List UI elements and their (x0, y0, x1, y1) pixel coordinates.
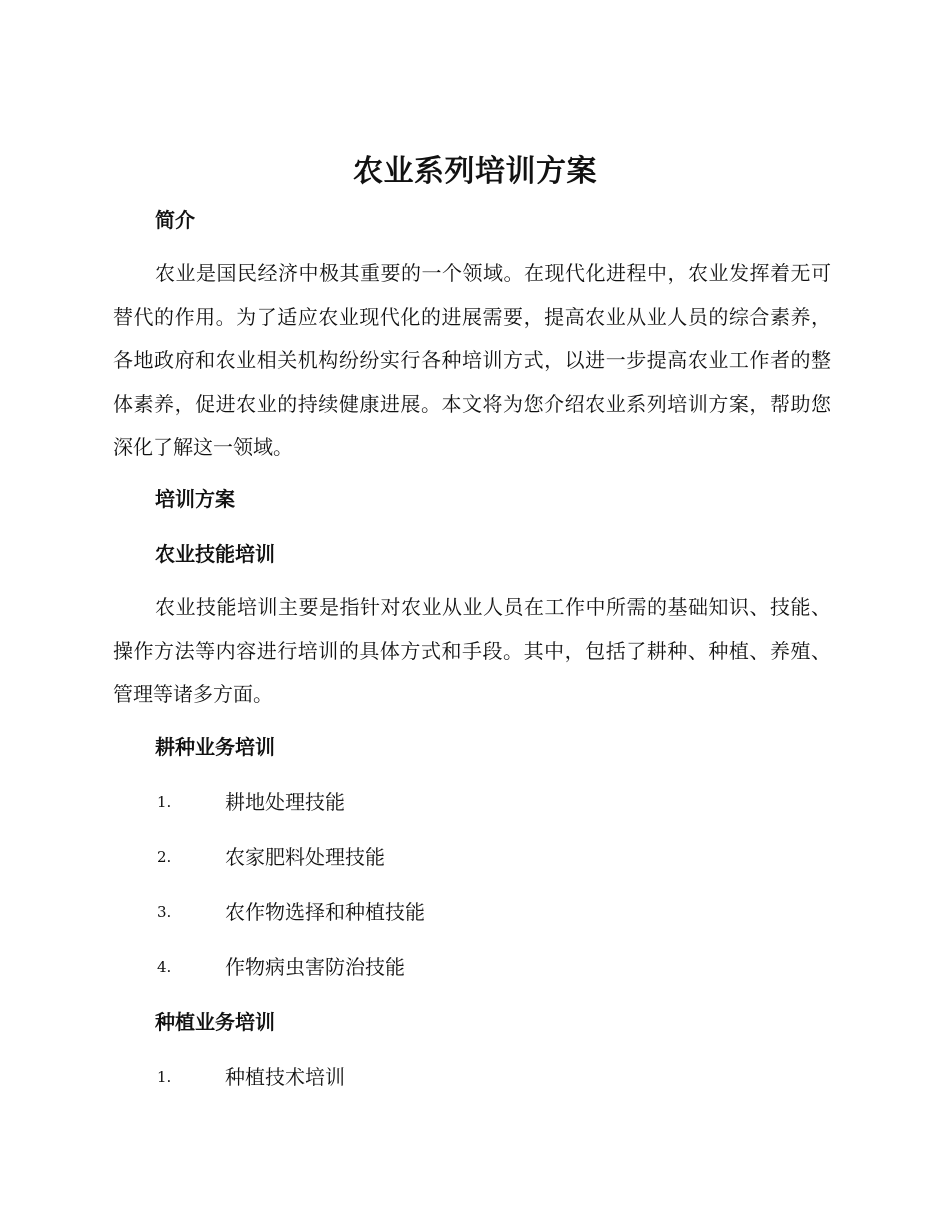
farming-heading: 耕种业务培训 (155, 735, 275, 759)
list-item-number: 3. (157, 903, 172, 921)
list-item-number: 4. (157, 958, 172, 976)
intro-paragraph: 农业是国民经济中极其重要的一个领域。在现代化进程中，农业发挥着无可替代的作用。为了适应农业现代化的进展需要，提高农业从业人员的综合素养，各地政府和农业相关机构纷纷实行各种培训方式，以进一步提高农业工作者的整体素养，促进农业的持续健康进展。本文将为您介绍农业系列培训方案，帮助您深化了解这一领域。 (113, 261, 831, 459)
list-item-text: 农家肥料处理技能 (225, 845, 385, 869)
plan-heading: 培训方案 (155, 487, 235, 511)
list-item-text: 农作物选择和种植技能 (225, 900, 425, 924)
skills-paragraph: 农业技能培训主要是指针对农业从业人员在工作中所需的基础知识、技能、操作方法等内容进行培训的具体方式和手段。其中，包括了耕种、种植、养殖、管理等诸多方面。 (113, 595, 831, 706)
list-item-number: 1. (157, 1068, 172, 1086)
list-item-number: 1. (157, 793, 172, 811)
list-item-text: 作物病虫害防治技能 (225, 955, 405, 979)
list-item-text: 种植技术培训 (225, 1065, 345, 1089)
intro-heading: 简介 (155, 208, 195, 232)
list-item-number: 2. (157, 848, 172, 866)
skills-heading: 农业技能培训 (155, 542, 275, 566)
list-item-text: 耕地处理技能 (225, 790, 345, 814)
planting-heading: 种植业务培训 (155, 1010, 275, 1034)
document-title: 农业系列培训方案 (353, 154, 597, 189)
